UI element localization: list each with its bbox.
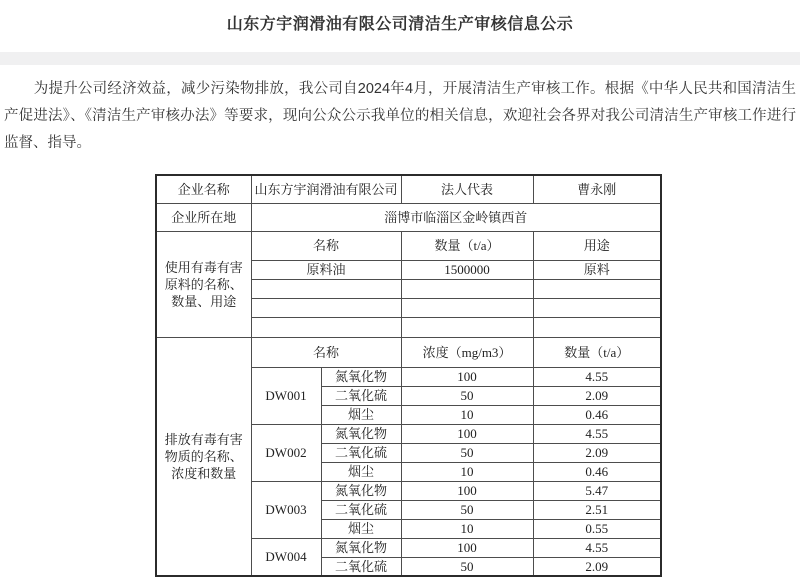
emissions-section-label: 排放有毒有害物质的名称、浓度和数量 — [156, 337, 251, 576]
pollutant-conc: 50 — [401, 500, 533, 519]
legal-rep-label: 法人代表 — [401, 175, 533, 203]
pollutant-name: 二氧化硫 — [321, 557, 401, 576]
pollutant-conc: 10 — [401, 405, 533, 424]
intro-paragraph: 为提升公司经济效益，减少污染物排放，我公司自2024年4月，开展清洁生产审核工作。根据《中华人民共和国清洁生产促进法》、《清洁生产审核办法》等要求，现向公众公示我单位的相关信息，欢迎社会各界对我公司清洁生产审核工作进行监督、指导。 — [4, 81, 796, 151]
pollutant-conc: 50 — [401, 443, 533, 462]
emissions-col-name: 名称 — [251, 337, 401, 367]
pollutant-conc: 50 — [401, 386, 533, 405]
pollutant-name: 二氧化硫 — [321, 386, 401, 405]
material-qty: 1500000 — [401, 260, 533, 279]
pollutant-qty: 0.55 — [533, 519, 661, 538]
pollutant-name: 氮氧化物 — [321, 424, 401, 443]
materials-col-use: 用途 — [533, 231, 661, 260]
pollutant-name: 烟尘 — [321, 405, 401, 424]
emissions-col-conc: 浓度（mg/m3） — [401, 337, 533, 367]
pollutant-qty: 2.51 — [533, 500, 661, 519]
outlet-id: DW004 — [251, 538, 321, 576]
pollutant-qty: 2.09 — [533, 557, 661, 576]
table-row — [156, 231, 661, 260]
pollutant-conc: 100 — [401, 481, 533, 500]
pollutant-name: 二氧化硫 — [321, 443, 401, 462]
outlet-id: DW003 — [251, 481, 321, 538]
divider-band — [0, 52, 800, 65]
outlet-id: DW002 — [251, 424, 321, 481]
page-header — [0, 0, 800, 52]
pollutant-qty: 0.46 — [533, 462, 661, 481]
materials-col-name: 名称 — [251, 231, 401, 260]
company-name-label: 企业名称 — [156, 175, 251, 203]
outlet-id: DW001 — [251, 367, 321, 424]
pollutant-name: 烟尘 — [321, 519, 401, 538]
emissions-col-qty: 数量（t/a） — [533, 337, 661, 367]
materials-col-qty: 数量（t/a） — [401, 231, 533, 260]
pollutant-qty: 5.47 — [533, 481, 661, 500]
pollutant-qty: 4.55 — [533, 538, 661, 557]
pollutant-conc: 100 — [401, 367, 533, 386]
table-row — [156, 203, 661, 231]
pollutant-name: 烟尘 — [321, 462, 401, 481]
pollutant-qty: 2.09 — [533, 443, 661, 462]
pollutant-conc: 100 — [401, 538, 533, 557]
pollutant-qty: 2.09 — [533, 386, 661, 405]
company-name-value: 山东方宇润滑油有限公司 — [251, 175, 401, 203]
pollutant-name: 氮氧化物 — [321, 538, 401, 557]
pollutant-name: 二氧化硫 — [321, 500, 401, 519]
material-use: 原料 — [533, 260, 661, 279]
pollutant-qty: 0.46 — [533, 405, 661, 424]
material-name: 原料油 — [251, 260, 401, 279]
table-row — [156, 175, 661, 203]
page-title: 山东方宇润滑油有限公司清洁生产审核信息公示 — [226, 16, 574, 33]
pollutant-conc: 10 — [401, 462, 533, 481]
pollutant-name: 氮氧化物 — [321, 367, 401, 386]
pollutant-name: 氮氧化物 — [321, 481, 401, 500]
location-value: 淄博市临淄区金岭镇西首 — [251, 203, 661, 231]
table-row — [156, 337, 661, 367]
legal-rep-value: 曹永刚 — [533, 175, 661, 203]
pollutant-conc: 50 — [401, 557, 533, 576]
pollutant-conc: 100 — [401, 424, 533, 443]
materials-section-label: 使用有毒有害原料的名称、数量、用途 — [156, 231, 251, 337]
audit-info-table — [155, 174, 662, 577]
pollutant-qty: 4.55 — [533, 424, 661, 443]
location-label: 企业所在地 — [156, 203, 251, 231]
pollutant-qty: 4.55 — [533, 367, 661, 386]
pollutant-conc: 10 — [401, 519, 533, 538]
